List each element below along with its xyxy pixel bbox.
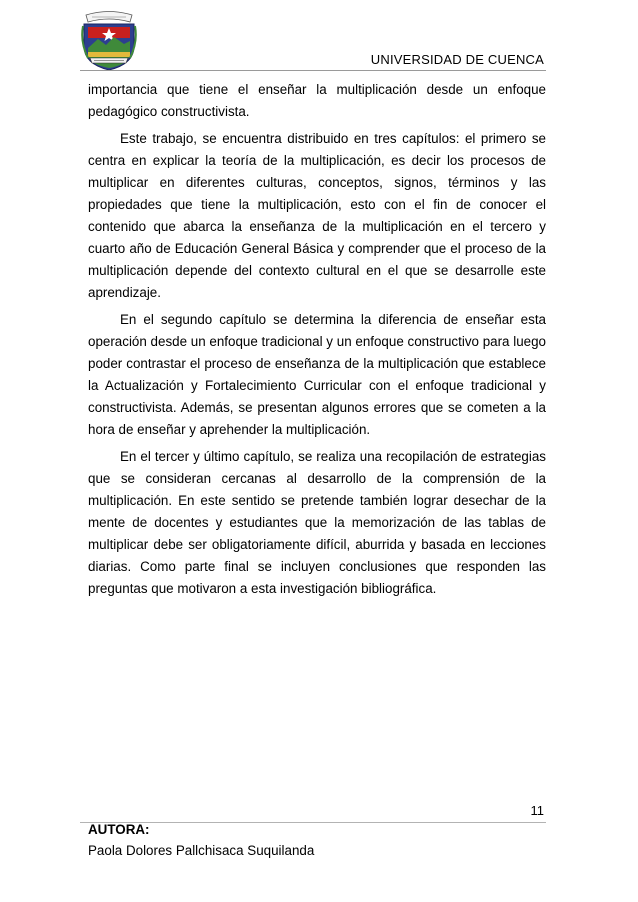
document-body [88, 79, 546, 605]
university-crest-icon [80, 8, 138, 72]
author-name: Paola Dolores Pallchisaca Suquilanda [88, 843, 315, 858]
footer-divider [80, 822, 546, 823]
paragraph-structure-overview: Este trabajo, se encuentra distribuido en tres capítulos: el primero se centra en explicar la teoría de la multiplicación, es decir los procesos de multiplicar en diferentes culturas, conceptos, signos, términos y las propiedades que tiene la multiplicación, esto con el fin de conocer el contenido que abarca la enseñanza de la multiplicación en el tercero y cuarto año de Educación General Básica y comprender que el proceso de la multiplicación depende del contexto cultural en el que se desarrolle este aprendizaje. [88, 130, 546, 301]
paragraph-second-chapter: En el segundo capítulo se determina la diferencia de enseñar esta operación desde un enfoque tradicional y un enfoque constructivo para luego poder contrastar el proceso de enseñanza de la multiplicación que establece la Actualización y Fortalecimiento Curricular con el enfoque tradicional y constructivista. Además, se presentan algunos errores que se cometen a la hora de enseñar y aprehender la multiplicación. [88, 311, 546, 438]
paragraph-third-chapter: En el tercer y último capítulo, se realiza una recopilación de estrategias que se consideran cercanas al desarrollo de la comprensión de la multiplicación. En este sentido se pretende también lograr desechar de la mente de docentes y estudiantes que la memorización de las tablas de multiplicar debe ser obligatoriamente difícil, aburrida y basada en lecciones diarias. Como parte final se incluyen conclusiones que responden las preguntas que motivaron a esta investigación bibliográfica. [88, 448, 546, 597]
page-number: 11 [530, 803, 544, 818]
university-header-title: UNIVERSIDAD DE CUENCA [370, 52, 544, 67]
author-label: AUTORA: [88, 822, 150, 837]
paragraph-continuation: importancia que tiene el enseñar la multiplicación desde un enfoque pedagógico constructivista. [88, 82, 546, 120]
header-divider [80, 70, 546, 71]
